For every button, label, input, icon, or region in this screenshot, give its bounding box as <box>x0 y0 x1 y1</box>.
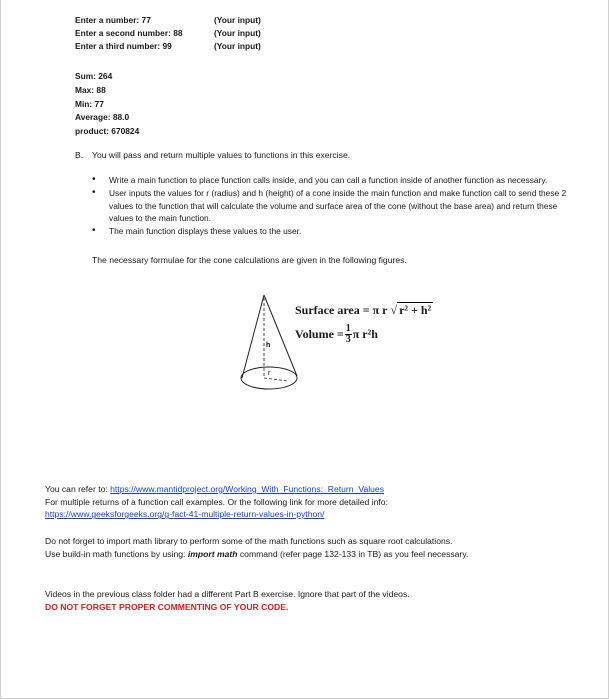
cone-side-left <box>242 295 264 378</box>
list-item <box>92 174 572 187</box>
import-line-2 <box>45 548 468 561</box>
section-letter: B. <box>75 150 84 160</box>
reference-links <box>45 483 388 521</box>
cone-formulas <box>295 296 433 345</box>
requirements-list <box>92 174 572 238</box>
fraction-numerator: 1 <box>345 323 351 334</box>
section-b-heading <box>75 150 350 160</box>
formula-note: The necessary formulae for the cone calculations are given in the following figures. <box>92 255 407 265</box>
radius-label: r <box>268 370 271 377</box>
commenting-warning: DO NOT FORGET PROPER COMMENTING OF YOUR CODE. <box>45 601 289 612</box>
io-note: (Your input) <box>214 15 261 25</box>
list-item <box>92 187 572 225</box>
bullet-icon: • <box>92 225 96 237</box>
sample-results <box>75 70 139 139</box>
refer-prefix: You can refer to: <box>45 484 111 494</box>
cone-side-right <box>264 295 297 376</box>
mantid-link[interactable]: https://www.mantidproject.org/Working_With_Functions:_Return_Values <box>110 484 384 494</box>
volume-expression: π r²h <box>352 327 378 341</box>
surface-area-label: Surface area = π r <box>295 303 388 317</box>
videos-line: Videos in the previous class folder had a different Part B exercise. Ignore that part of the videos. <box>45 589 410 599</box>
import-text-tail: command (refer page 132-133 in TB) as you feel necessary. <box>237 548 469 559</box>
videos-note <box>45 588 410 613</box>
io-prompt: Enter a third number: 99 <box>75 41 172 51</box>
io-row <box>75 14 261 27</box>
result-sum: Sum: 264 <box>75 71 113 81</box>
io-row <box>75 27 261 40</box>
surface-area-formula <box>295 296 433 318</box>
cone-figure <box>240 292 302 397</box>
refer-line-3 <box>45 508 388 521</box>
geeksforgeeks-link[interactable]: https://www.geeksforgeeks.org/g-fact-41-multiple-return-values-in-python/ <box>45 509 325 520</box>
radius-line <box>264 378 288 381</box>
io-note: (Your input) <box>214 28 261 38</box>
list-item <box>92 225 572 238</box>
import-line-1: Do not forget to import math library to perform some of the math functions such as square root calculations. <box>45 536 453 546</box>
io-note: (Your input) <box>214 41 261 51</box>
list-item-text: User inputs the values for r (radius) and h (height) of a cone inside the main function and make function call to send these 2 values to the function that will calculate the volume and surface area of the cone (without the base area) and return these values to the main function. <box>109 187 567 224</box>
refer-line-2: For multiple returns of a function call examples. Or the following link for more detailed info: <box>45 496 388 507</box>
sqrt-icon: √ <box>390 303 398 317</box>
list-item-text: Write a main function to place function calls inside, and you can call a function inside of another function as necessary. <box>109 175 548 185</box>
volume-label: Volume = <box>295 327 344 341</box>
import-text: Use build-in math functions by using: <box>45 548 188 559</box>
sqrt-expression: r² + h² <box>399 303 432 317</box>
volume-formula <box>295 324 433 345</box>
sample-io <box>75 14 261 53</box>
result-product: product: 670824 <box>75 126 140 137</box>
section-intro: You will pass and return multiple values to functions in this exercise. <box>92 150 351 160</box>
refer-line <box>45 483 388 496</box>
io-prompt: Enter a number: 77 <box>75 15 151 25</box>
list-item-text: The main function displays these values to the user. <box>109 226 302 237</box>
io-row <box>75 40 261 53</box>
fraction-denominator: 3 <box>345 334 351 345</box>
height-label: h <box>266 342 271 349</box>
import-keyword: import math <box>187 548 238 559</box>
result-max: Max: 88 <box>75 84 106 95</box>
result-average: Average: 88.0 <box>75 112 130 123</box>
io-prompt: Enter a second number: 88 <box>75 28 183 38</box>
cone-diagram <box>240 292 302 392</box>
bullet-icon: • <box>92 186 96 198</box>
fraction <box>345 324 352 345</box>
result-min: Min: 77 <box>75 98 104 109</box>
bullet-icon: • <box>92 174 96 185</box>
import-note <box>45 535 468 560</box>
